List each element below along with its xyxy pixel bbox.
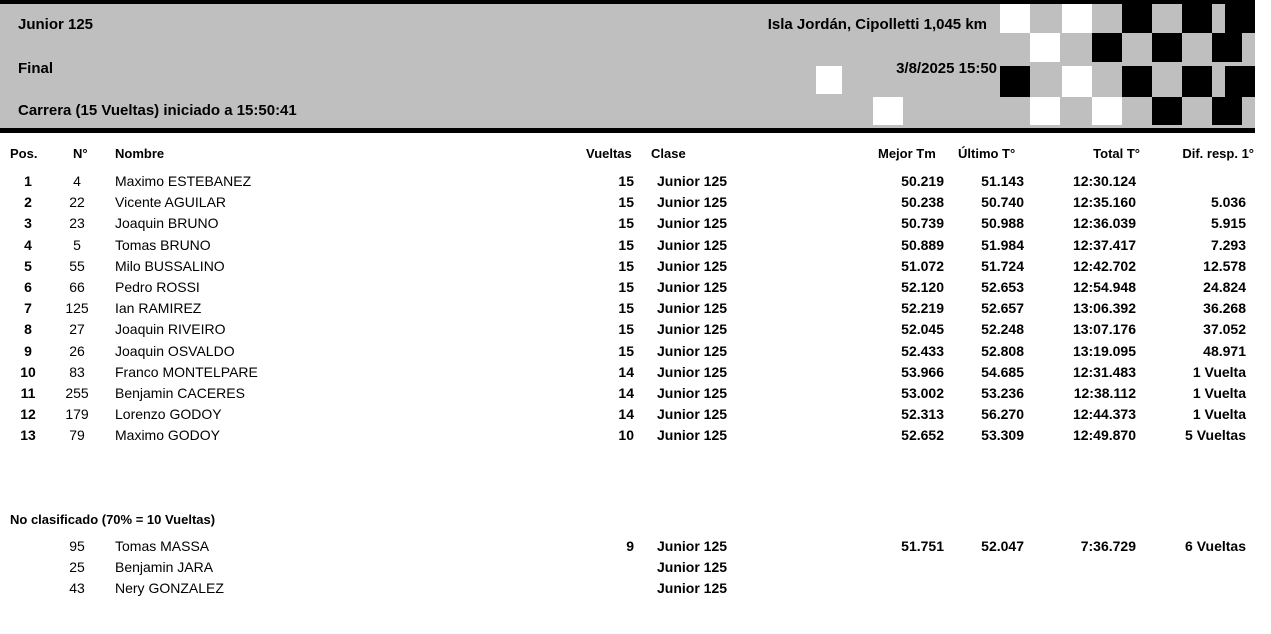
cell-total: 12:54.948 [1072,279,1136,295]
cell-num: 23 [69,215,85,232]
cell-num: 27 [69,321,85,338]
cell-best: 52.120 [901,279,944,295]
flag-square [1225,4,1255,33]
table-row [0,297,1271,319]
cell-diff: 1 Vuelta [1192,363,1246,380]
cell-name: Benjamin CACERES [115,385,245,401]
cell-diff: 1 Vuelta [1192,406,1246,423]
cell-best: 50.739 [901,215,944,232]
table-row [0,191,1271,213]
flag-square [1225,66,1255,97]
col-num: N° [73,146,88,161]
cell-class: Junior 125 [657,385,728,401]
cell-class: Junior 125 [657,257,728,274]
cell-total: 12:42.702 [1072,257,1136,274]
cell-total: 13:06.392 [1072,300,1136,317]
cell-diff: 36.268 [1203,300,1246,317]
cell-class: Junior 125 [657,580,728,597]
cell-diff: 6 Vueltas [1185,538,1246,554]
race-info: Carrera (15 Vueltas) iniciado a 15:50:41 [18,102,297,119]
flag-square [1000,4,1030,33]
cell-last: 54.685 [981,363,1024,380]
cell-total: 12:35.160 [1072,194,1136,211]
cell-last: 50.740 [981,194,1024,211]
table-row [0,424,1271,446]
cell-laps: 15 [618,236,634,253]
cell-best: 51.751 [901,538,944,554]
cell-best: 53.966 [901,363,944,380]
cell-name: Tomas BRUNO [115,236,211,253]
table-row [0,234,1271,256]
flag-square [1062,4,1092,33]
cell-laps: 15 [618,257,634,274]
flag-square [1122,4,1152,33]
session-title: Final [18,60,54,77]
cell-diff: 12.578 [1203,257,1246,274]
cell-class: Junior 125 [657,559,728,576]
cell-last: 56.270 [981,406,1024,423]
cell-name: Joaquin RIVEIRO [115,321,226,338]
cell-last: 52.047 [981,538,1024,554]
cell-name: Joaquin OSVALDO [115,342,235,359]
cell-total: 13:19.095 [1072,342,1136,359]
cell-last: 52.248 [981,321,1024,338]
cell-best: 52.219 [901,300,944,317]
cell-name: Ian RAMIREZ [115,300,202,317]
cell-laps: 15 [618,300,634,317]
cell-num: 55 [69,257,85,274]
cell-pos: 2 [24,194,32,211]
cell-pos: 13 [20,427,36,444]
col-class: Clase [651,146,686,161]
flag-square [816,66,842,94]
cell-pos: 8 [24,321,32,338]
cell-last: 53.309 [981,427,1024,444]
cell-laps: 15 [618,194,634,211]
flag-square [1182,4,1212,33]
cell-best: 52.652 [901,427,944,444]
cell-best: 50.219 [901,173,944,189]
cell-pos: 12 [20,406,36,423]
cell-num: 43 [69,580,85,597]
cell-name: Maximo GODOY [115,427,221,444]
cell-num: 83 [69,363,85,380]
cell-diff: 24.824 [1203,279,1246,295]
cell-name: Vicente AGUILAR [115,194,227,211]
cell-name: Joaquin BRUNO [115,215,219,232]
cell-best: 50.889 [901,236,944,253]
cell-pos: 10 [20,363,36,380]
cell-diff: 1 Vuelta [1192,385,1246,401]
cell-laps: 14 [618,406,634,423]
flag-square [1122,66,1152,97]
table-row [0,340,1271,362]
cell-class: Junior 125 [657,236,728,253]
cell-class: Junior 125 [657,342,728,359]
cell-pos: 3 [24,215,32,232]
cell-total: 13:07.176 [1072,321,1136,338]
cell-name: Milo BUSSALINO [115,257,225,274]
cell-last: 52.657 [981,300,1024,317]
cell-laps: 15 [618,321,634,338]
flag-square [1000,66,1030,97]
col-diff: Dif. resp. 1° [1182,146,1254,161]
cell-num: 22 [69,194,85,211]
cell-best: 52.313 [901,406,944,423]
results-header [0,0,1255,133]
cell-best: 52.045 [901,321,944,338]
table-row [0,556,1271,578]
cell-best: 50.238 [901,194,944,211]
flag-square [1152,97,1182,125]
flag-square [1212,97,1242,125]
table-row [0,535,1271,557]
cell-class: Junior 125 [657,194,728,211]
cell-last: 51.143 [981,173,1024,189]
cell-best: 53.002 [901,385,944,401]
flag-square [1092,97,1122,125]
cell-last: 53.236 [981,385,1024,401]
cell-laps: 15 [618,342,634,359]
cell-name: Franco MONTELPARE [115,363,258,380]
cell-laps: 15 [618,173,634,189]
flag-square [1182,66,1212,97]
cell-class: Junior 125 [657,406,728,423]
cell-pos: 4 [24,236,32,253]
cell-num: 26 [69,342,85,359]
cell-num: 255 [65,385,89,401]
col-best: Mejor Tm [878,146,936,161]
cell-num: 4 [73,173,81,189]
cell-laps: 9 [626,538,634,554]
table-row [0,318,1271,340]
cell-num: 95 [69,538,85,554]
col-name: Nombre [115,146,165,161]
cell-diff: 5.036 [1210,194,1246,211]
cell-num: 179 [65,406,89,423]
cell-num: 79 [69,427,85,444]
cell-diff: 5 Vueltas [1185,427,1246,444]
cell-num: 25 [69,559,85,576]
cell-laps: 14 [618,363,634,380]
cell-name: Nery GONZALEZ [115,580,224,597]
flag-square [1092,33,1122,62]
cell-class: Junior 125 [657,215,728,232]
cell-name: Lorenzo GODOY [115,406,222,423]
cell-name: Benjamin JARA [115,559,214,576]
cell-diff: 37.052 [1203,321,1246,338]
cell-num: 125 [65,300,89,317]
table-row [0,361,1271,383]
table-row [0,255,1271,277]
cell-class: Junior 125 [657,321,728,338]
table-row [0,276,1271,298]
cell-total: 12:49.870 [1072,427,1136,444]
track-location: Isla Jordán, Cipolletti 1,045 km [767,16,987,33]
category-title: Junior 125 [18,16,94,33]
cell-total: 12:30.124 [1072,173,1136,189]
cell-best: 51.072 [901,257,944,274]
cell-total: 12:44.373 [1072,406,1136,423]
cell-pos: 11 [20,385,36,401]
cell-diff: 48.971 [1203,342,1246,359]
cell-last: 52.808 [981,342,1024,359]
cell-total: 12:38.112 [1073,385,1136,401]
flag-square [1212,33,1242,62]
cell-diff: 7.293 [1210,236,1246,253]
col-pos: Pos. [10,146,38,161]
cell-total: 12:31.483 [1072,363,1136,380]
cell-total: 7:36.729 [1080,538,1136,554]
cell-class: Junior 125 [657,279,728,295]
cell-class: Junior 125 [657,363,728,380]
race-datetime: 3/8/2025 15:50 [896,60,997,77]
not-classified-title: No clasificado (70% = 10 Vueltas) [10,512,216,527]
col-laps: Vueltas [586,146,632,161]
cell-diff: 5.915 [1210,215,1246,232]
flag-square [873,97,903,125]
table-row [0,170,1271,192]
cell-pos: 1 [24,173,32,189]
flag-square [1030,33,1060,62]
col-last: Último T° [958,146,1016,161]
table-row [0,212,1271,234]
flag-square [1062,66,1092,97]
col-total: Total T° [1093,146,1140,161]
cell-laps: 14 [618,385,634,401]
cell-name: Maximo ESTEBANEZ [115,173,252,189]
cell-total: 12:37.417 [1072,236,1136,253]
cell-class: Junior 125 [657,173,728,189]
cell-last: 51.724 [981,257,1024,274]
cell-class: Junior 125 [657,538,728,554]
cell-pos: 9 [24,342,32,359]
cell-pos: 6 [24,279,32,295]
cell-class: Junior 125 [657,427,728,444]
cell-pos: 7 [24,300,32,317]
cell-last: 50.988 [981,215,1024,232]
table-row [0,382,1271,404]
flag-square [1030,97,1060,125]
table-row [0,577,1271,599]
cell-last: 51.984 [981,236,1024,253]
cell-laps: 10 [618,427,634,444]
cell-total: 12:36.039 [1072,215,1136,232]
cell-pos: 5 [24,257,32,274]
flag-square [1152,33,1182,62]
cell-last: 52.653 [981,279,1024,295]
cell-num: 66 [69,279,85,295]
cell-laps: 15 [618,215,634,232]
cell-name: Pedro ROSSI [115,279,200,295]
cell-name: Tomas MASSA [115,538,210,554]
table-row [0,403,1271,425]
cell-class: Junior 125 [657,300,728,317]
cell-num: 5 [73,236,81,253]
cell-best: 52.433 [901,342,944,359]
cell-laps: 15 [618,279,634,295]
